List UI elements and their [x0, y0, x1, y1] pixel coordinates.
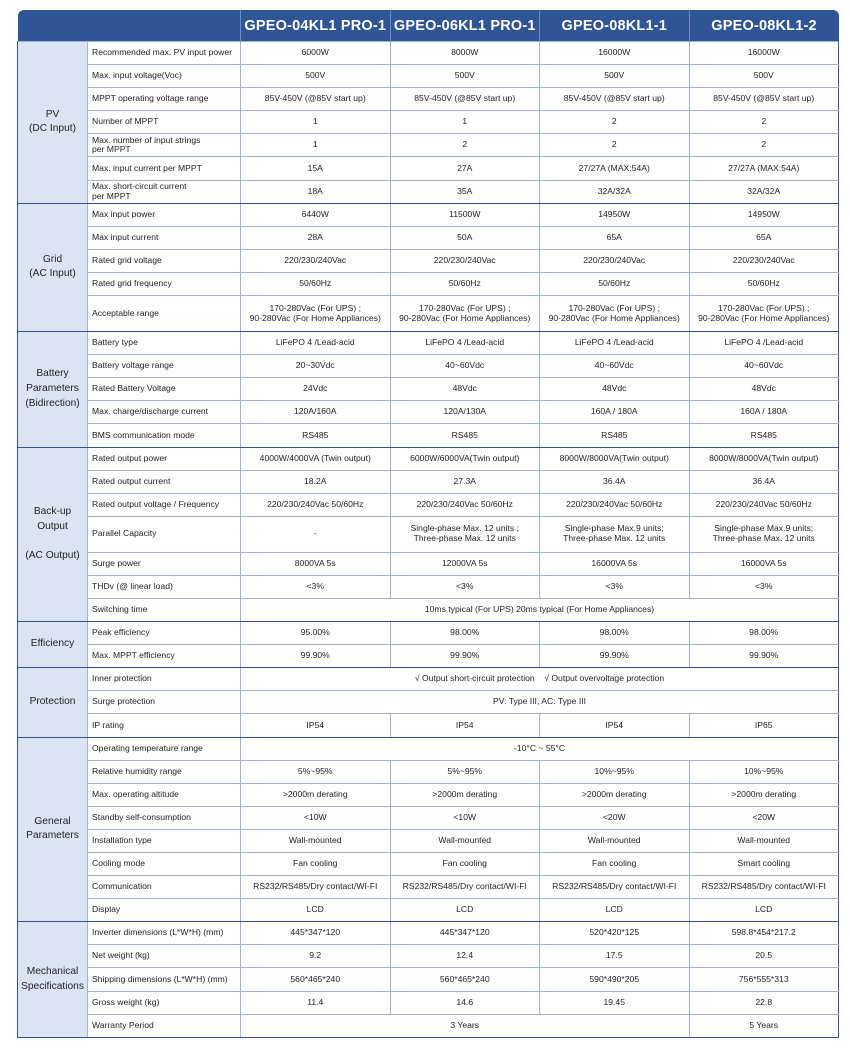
spec-row — [18, 991, 839, 1014]
value-cell: 27.3A — [390, 470, 540, 493]
value-cell: RS485 — [689, 424, 839, 447]
value-cell: LCD — [241, 899, 391, 922]
parameter-label: Rated grid frequency — [88, 272, 241, 295]
value-cell: 32A/32A — [689, 180, 839, 203]
parameter-label: Number of MPPT — [88, 111, 241, 134]
value-cell: 2 — [540, 134, 690, 157]
parameter-label: Rated output voltage / Frequency — [88, 493, 241, 516]
value-cell: IP54 — [390, 714, 540, 737]
spec-row — [18, 180, 839, 203]
value-cell: LCD — [540, 899, 690, 922]
value-cell: LCD — [390, 899, 540, 922]
spec-row — [18, 203, 839, 226]
parameter-label: Rated Battery Voltage — [88, 378, 241, 401]
value-cell: 65A — [689, 226, 839, 249]
parameter-label: Surge protection — [88, 691, 241, 714]
value-cell: RS485 — [540, 424, 690, 447]
model-header: GPEO-08KL1-1 — [540, 10, 690, 42]
parameter-label: Acceptable range — [88, 296, 241, 332]
parameter-label: Battery type — [88, 332, 241, 355]
parameter-label: Cooling mode — [88, 853, 241, 876]
value-cell: 22.8 — [689, 991, 839, 1014]
value-cell: >2000m derating — [241, 783, 391, 806]
model-header: GPEO-04KL1 PRO-1 — [241, 10, 391, 42]
parameter-label: Standby self-consumption — [88, 806, 241, 829]
value-cell: 6440W — [241, 203, 391, 226]
value-cell: 50/60Hz — [689, 272, 839, 295]
value-cell: 50/60Hz — [390, 272, 540, 295]
value-cell: 48Vdc — [390, 378, 540, 401]
value-cell: 98.00% — [390, 622, 540, 645]
value-cell: Fan cooling — [540, 853, 690, 876]
parameter-label: Communication — [88, 876, 241, 899]
spec-row — [18, 714, 839, 737]
value-cell: 50A — [390, 226, 540, 249]
value-cell: 170-280Vac (For UPS) ; 90-280Vac (For Home Appliances) — [241, 296, 391, 332]
spec-row — [18, 296, 839, 332]
spec-row — [18, 760, 839, 783]
parameter-label: Surge power — [88, 552, 241, 575]
value-cell: >2000m derating — [540, 783, 690, 806]
spec-row — [18, 470, 839, 493]
value-cell: 17.5 — [540, 945, 690, 968]
value-cell: 40~60Vdc — [390, 355, 540, 378]
value-cell: 99.90% — [689, 645, 839, 668]
spec-row — [18, 622, 839, 645]
value-cell: 85V-450V (@85V start up) — [689, 88, 839, 111]
spec-row — [18, 401, 839, 424]
merged-value-cell: 10ms typical (For UPS) 20ms typical (For Home Appliances) — [241, 598, 839, 621]
value-cell: 1 — [241, 111, 391, 134]
value-cell: Wall-mounted — [689, 829, 839, 852]
value-cell: 500V — [241, 65, 391, 88]
value-cell: 220/230/240Vac — [689, 249, 839, 272]
value-cell: 11.4 — [241, 991, 391, 1014]
value-cell: LCD — [689, 899, 839, 922]
value-cell: 500V — [390, 65, 540, 88]
value-cell: <20W — [689, 806, 839, 829]
value-cell: 520*420*125 — [540, 922, 690, 945]
value-cell: 5%~95% — [390, 760, 540, 783]
parameter-label: Max. MPPT efficiency — [88, 645, 241, 668]
parameter-label: MPPT operating voltage range — [88, 88, 241, 111]
spec-row — [18, 378, 839, 401]
value-cell: RS232/RS485/Dry contact/WI-FI — [540, 876, 690, 899]
value-cell: 220/230/240Vac 50/60Hz — [241, 493, 391, 516]
value-cell: 85V-450V (@85V start up) — [241, 88, 391, 111]
parameter-label: Net weight (kg) — [88, 945, 241, 968]
value-cell: Single-phase Max. 12 units ; Three-phase Max. 12 units — [390, 516, 540, 552]
value-cell: 27A — [390, 157, 540, 180]
value-cell: 14.6 — [390, 991, 540, 1014]
value-cell: LiFePO 4 /Lead-acid — [540, 332, 690, 355]
value-cell: 170-280Vac (For UPS) ; 90-280Vac (For Home Appliances) — [540, 296, 690, 332]
parameter-label: Max. charge/discharge current — [88, 401, 241, 424]
value-cell: RS485 — [390, 424, 540, 447]
value-cell: 11500W — [390, 203, 540, 226]
parameter-label: Recommended max. PV input power — [88, 42, 241, 65]
parameter-label: Shipping dimensions (L*W*H) (mm) — [88, 968, 241, 991]
parameter-label: Max. input voltage(Voc) — [88, 65, 241, 88]
value-cell: 36.4A — [689, 470, 839, 493]
value-cell: 27/27A (MAX:54A) — [689, 157, 839, 180]
value-cell: 1 — [390, 111, 540, 134]
parameter-label: Inner protection — [88, 668, 241, 691]
parameter-label: Parallel Capacity — [88, 516, 241, 552]
value-cell: 9.2 — [241, 945, 391, 968]
value-cell: 220/230/240Vac — [390, 249, 540, 272]
value-cell: 220/230/240Vac 50/60Hz — [540, 493, 690, 516]
value-cell: >2000m derating — [689, 783, 839, 806]
spec-row — [18, 575, 839, 598]
value-cell: 12.4 — [390, 945, 540, 968]
spec-row — [18, 945, 839, 968]
merged-value-cell: -10°C ~ 55°C — [241, 737, 839, 760]
value-cell: 16000VA 5s — [689, 552, 839, 575]
value-cell: 170-280Vac (For UPS) ; 90-280Vac (For Home Appliances) — [390, 296, 540, 332]
value-cell: - — [241, 516, 391, 552]
spec-row — [18, 516, 839, 552]
value-cell: 28A — [241, 226, 391, 249]
value-cell: Wall-mounted — [241, 829, 391, 852]
header-row — [18, 10, 839, 42]
value-cell: 12000VA 5s — [390, 552, 540, 575]
value-cell: 19.45 — [540, 991, 690, 1014]
value-cell: 560*465*240 — [390, 968, 540, 991]
value-cell: 170-280Vac (For UPS) ; 90-280Vac (For Home Appliances) — [689, 296, 839, 332]
value-cell: 8000W/8000VA(Twin output) — [540, 447, 690, 470]
group-value-cell: 3 Years — [241, 1014, 690, 1037]
spec-row — [18, 645, 839, 668]
value-cell: <10W — [390, 806, 540, 829]
parameter-label: IP rating — [88, 714, 241, 737]
spec-row — [18, 447, 839, 470]
value-cell: RS232/RS485/Dry contact/WI-FI — [390, 876, 540, 899]
value-cell: Single-phase Max.9 units; Three-phase Max. 12 units — [540, 516, 690, 552]
value-cell: 40~60Vdc — [689, 355, 839, 378]
value-cell: 6000W — [241, 42, 391, 65]
spec-row — [18, 899, 839, 922]
value-cell: Wall-mounted — [390, 829, 540, 852]
section-title: Protection — [18, 668, 88, 737]
value-cell: RS485 — [241, 424, 391, 447]
merged-value-cell: √ Output short-circuit protection √ Output overvoltage protection — [241, 668, 839, 691]
value-cell: RS232/RS485/Dry contact/WI-FI — [241, 876, 391, 899]
value-cell: 160A / 180A — [540, 401, 690, 424]
spec-row — [18, 829, 839, 852]
value-cell: Wall-mounted — [540, 829, 690, 852]
value-cell: 220/230/240Vac — [540, 249, 690, 272]
parameter-label: Relative humidity range — [88, 760, 241, 783]
value-cell: 10%~95% — [689, 760, 839, 783]
value-cell: 2 — [390, 134, 540, 157]
value-cell: Fan cooling — [241, 853, 391, 876]
value-cell: 5%~95% — [241, 760, 391, 783]
value-cell: 500V — [540, 65, 690, 88]
spec-row — [18, 134, 839, 157]
section-title: General Parameters — [18, 737, 88, 922]
value-cell: 20~30Vdc — [241, 355, 391, 378]
spec-row — [18, 157, 839, 180]
value-cell: 32A/32A — [540, 180, 690, 203]
value-cell: <10W — [241, 806, 391, 829]
value-cell: Fan cooling — [390, 853, 540, 876]
value-cell: 160A / 180A — [689, 401, 839, 424]
value-cell: 10%~95% — [540, 760, 690, 783]
parameter-label: Max. number of input strings per MPPT — [88, 134, 241, 157]
model-header: GPEO-06KL1 PRO-1 — [390, 10, 540, 42]
value-cell: RS232/RS485/Dry contact/WI-FI — [689, 876, 839, 899]
value-cell: 445*347*120 — [390, 922, 540, 945]
section-title: Back-up Output (AC Output) — [18, 447, 88, 622]
spec-row — [18, 737, 839, 760]
value-cell: 16000W — [540, 42, 690, 65]
spec-row — [18, 968, 839, 991]
value-cell: 1 — [241, 134, 391, 157]
spec-row — [18, 806, 839, 829]
section-title: PV (DC Input) — [18, 42, 88, 204]
spec-row — [18, 552, 839, 575]
section-title: Efficiency — [18, 622, 88, 668]
value-cell: 50/60Hz — [540, 272, 690, 295]
model-header: GPEO-08KL1-2 — [689, 10, 839, 42]
spec-row — [18, 88, 839, 111]
parameter-label: Warranty Period — [88, 1014, 241, 1037]
value-cell: 120A/160A — [241, 401, 391, 424]
spec-row — [18, 1014, 839, 1037]
spec-row — [18, 598, 839, 621]
value-cell: 16000W — [689, 42, 839, 65]
value-cell: 24Vdc — [241, 378, 391, 401]
spec-row — [18, 272, 839, 295]
spec-row — [18, 111, 839, 134]
value-cell: 18A — [241, 180, 391, 203]
value-cell: <20W — [540, 806, 690, 829]
spec-row — [18, 668, 839, 691]
spec-row — [18, 332, 839, 355]
value-cell: 99.90% — [540, 645, 690, 668]
parameter-label: Installation type — [88, 829, 241, 852]
section-title: Grid (AC Input) — [18, 203, 88, 331]
value-cell: 2 — [689, 134, 839, 157]
value-cell: 65A — [540, 226, 690, 249]
value-cell: IP54 — [540, 714, 690, 737]
spec-row — [18, 922, 839, 945]
value-cell: 98.00% — [540, 622, 690, 645]
spec-row — [18, 691, 839, 714]
parameter-label: Rated output power — [88, 447, 241, 470]
section-title: Mechanical Specifications — [18, 922, 88, 1037]
value-cell: <3% — [689, 575, 839, 598]
spec-row — [18, 65, 839, 88]
value-cell: 99.90% — [241, 645, 391, 668]
value-cell: 6000W/6000VA(Twin output) — [390, 447, 540, 470]
value-cell: Single-phase Max.9 units; Three-phase Max. 12 units — [689, 516, 839, 552]
parameter-label: Rated output current — [88, 470, 241, 493]
value-cell: 48Vdc — [689, 378, 839, 401]
value-cell: 99.90% — [390, 645, 540, 668]
parameter-label: Operating temperature range — [88, 737, 241, 760]
value-cell: Smart cooling — [689, 853, 839, 876]
value-cell: 15A — [241, 157, 391, 180]
value-cell: >2000m derating — [390, 783, 540, 806]
value-cell: 85V-450V (@85V start up) — [390, 88, 540, 111]
value-cell: 2 — [689, 111, 839, 134]
spec-row — [18, 493, 839, 516]
value-cell: 40~60Vdc — [540, 355, 690, 378]
value-cell: LiFePO 4 /Lead-acid — [689, 332, 839, 355]
spec-body — [18, 42, 839, 1038]
value-cell: 16000VA 5s — [540, 552, 690, 575]
value-cell: 36.4A — [540, 470, 690, 493]
parameter-label: Rated grid voltage — [88, 249, 241, 272]
spec-row — [18, 424, 839, 447]
parameter-label: Gross weight (kg) — [88, 991, 241, 1014]
value-cell: 27/27A (MAX:54A) — [540, 157, 690, 180]
value-cell: 50/60Hz — [241, 272, 391, 295]
value-cell: LiFePO 4 /Lead-acid — [241, 332, 391, 355]
spec-row — [18, 853, 839, 876]
parameter-label: Max. input current per MPPT — [88, 157, 241, 180]
value-cell: 8000VA 5s — [241, 552, 391, 575]
value-cell: 2 — [540, 111, 690, 134]
merged-value-cell: PV: Type III, AC: Type III — [241, 691, 839, 714]
value-cell: <3% — [540, 575, 690, 598]
value-cell: <3% — [241, 575, 391, 598]
parameter-label: Max. operating altitude — [88, 783, 241, 806]
value-cell: 220/230/240Vac 50/60Hz — [689, 493, 839, 516]
value-cell: 14950W — [689, 203, 839, 226]
parameter-label: Display — [88, 899, 241, 922]
parameter-label: Max input power — [88, 203, 241, 226]
spec-row — [18, 355, 839, 378]
value-cell: 4000W/4000VA (Twin output) — [241, 447, 391, 470]
value-cell: 18.2A — [241, 470, 391, 493]
value-cell: 48Vdc — [540, 378, 690, 401]
value-cell: 14950W — [540, 203, 690, 226]
spec-row — [18, 783, 839, 806]
value-cell: 8000W/8000VA(Twin output) — [689, 447, 839, 470]
value-cell: 445*347*120 — [241, 922, 391, 945]
spec-row — [18, 249, 839, 272]
value-cell: 98.00% — [689, 622, 839, 645]
value-cell: IP54 — [241, 714, 391, 737]
spec-row — [18, 876, 839, 899]
parameter-label: Inverter dimensions (L*W*H) (mm) — [88, 922, 241, 945]
parameter-label: THDv (@ linear load) — [88, 575, 241, 598]
value-cell: 120A/130A — [390, 401, 540, 424]
parameter-label: Switching time — [88, 598, 241, 621]
parameter-label: BMS communication mode — [88, 424, 241, 447]
value-cell: 590*490*205 — [540, 968, 690, 991]
parameter-label: Max input current — [88, 226, 241, 249]
group-value-cell: 5 Years — [689, 1014, 839, 1037]
value-cell: 85V-450V (@85V start up) — [540, 88, 690, 111]
value-cell: 8000W — [390, 42, 540, 65]
value-cell: 598.8*454*217.2 — [689, 922, 839, 945]
value-cell: 35A — [390, 180, 540, 203]
parameter-label: Peak efficiency — [88, 622, 241, 645]
value-cell: <3% — [390, 575, 540, 598]
value-cell: 756*555*313 — [689, 968, 839, 991]
spec-row — [18, 226, 839, 249]
section-title: Battery Parameters (Bidirection) — [18, 332, 88, 447]
value-cell: IP65 — [689, 714, 839, 737]
value-cell: 220/230/240Vac — [241, 249, 391, 272]
value-cell: 20.5 — [689, 945, 839, 968]
value-cell: 95.00% — [241, 622, 391, 645]
value-cell: 220/230/240Vac 50/60Hz — [390, 493, 540, 516]
value-cell: 500V — [689, 65, 839, 88]
parameter-label: Max. short-circuit current per MPPT — [88, 180, 241, 203]
spec-row — [18, 42, 839, 65]
value-cell: 560*465*240 — [241, 968, 391, 991]
value-cell: LiFePO 4 /Lead-acid — [390, 332, 540, 355]
spec-table — [17, 10, 839, 1038]
parameter-label: Battery voltage range — [88, 355, 241, 378]
header-corner — [18, 10, 241, 42]
